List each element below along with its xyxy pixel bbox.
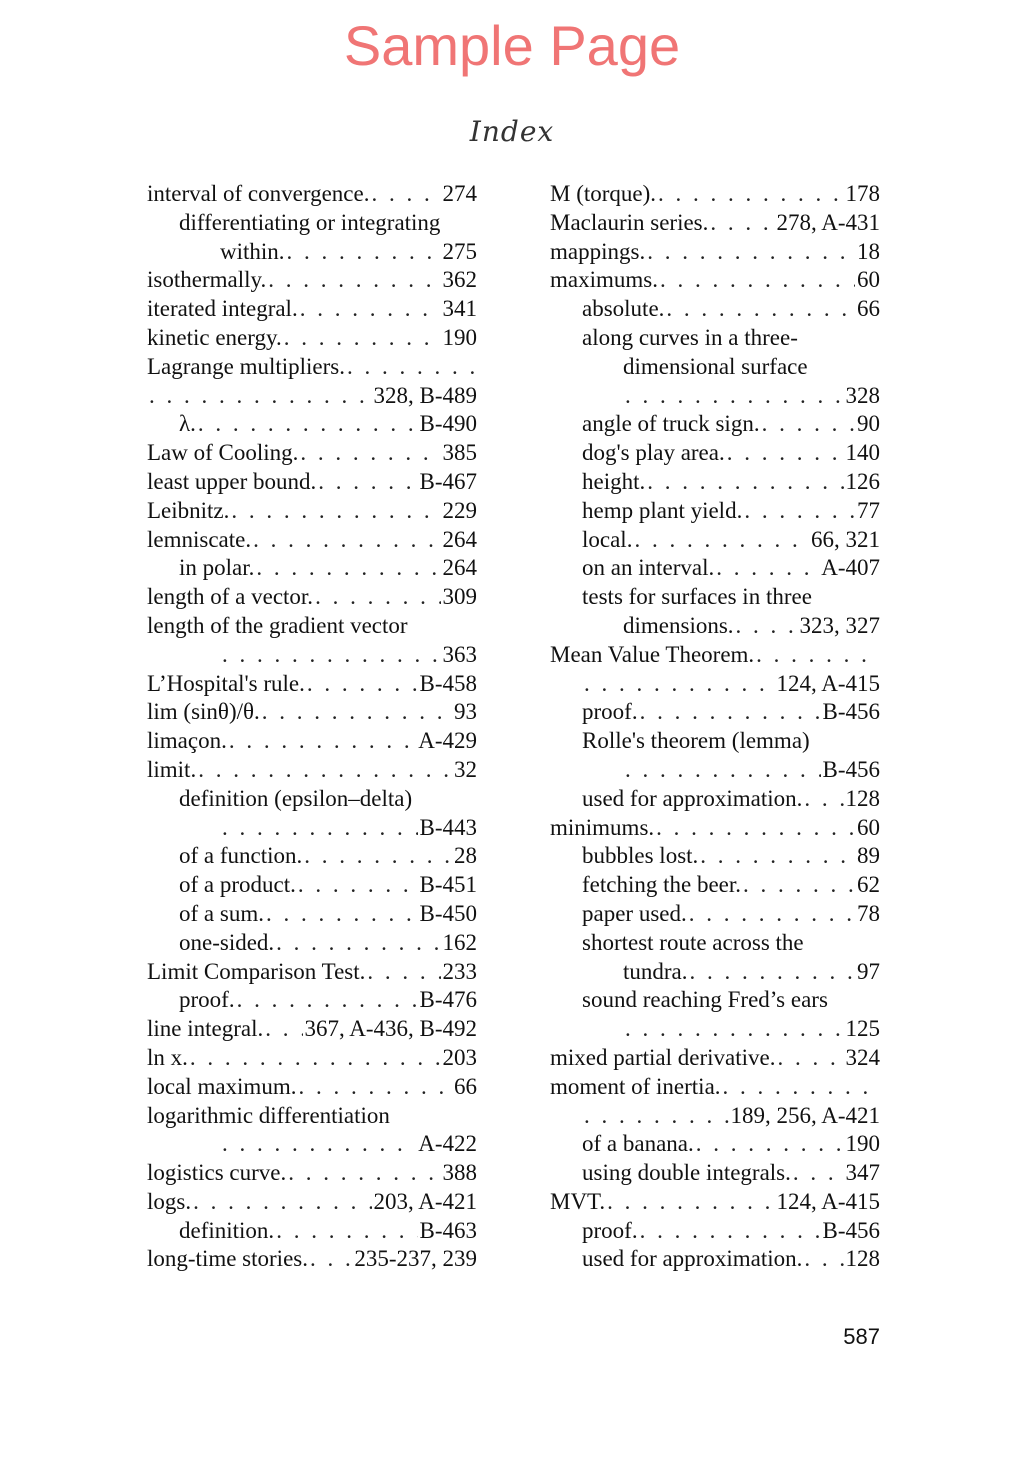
index-entry-term: definition. bbox=[179, 1217, 275, 1243]
index-entry-term: tests for surfaces in three bbox=[582, 584, 812, 610]
index-entry bbox=[550, 727, 880, 756]
dot-leader bbox=[313, 583, 440, 612]
index-entry-term: bubbles lost. bbox=[582, 843, 699, 869]
index-entry-term: proof. bbox=[179, 987, 235, 1013]
index-entry-pages: 93 bbox=[454, 699, 477, 725]
dot-leader bbox=[775, 1044, 843, 1073]
dot-leader bbox=[220, 641, 441, 670]
index-entry-pages: 90 bbox=[857, 411, 880, 437]
index-entry bbox=[550, 439, 880, 468]
dot-leader bbox=[254, 554, 440, 583]
index-entry-term: limaçon. bbox=[147, 728, 227, 754]
dot-leader bbox=[802, 1245, 843, 1274]
dot-leader bbox=[264, 900, 418, 929]
index-entry-term: maximums. bbox=[550, 267, 658, 293]
index-entry-pages: 140 bbox=[845, 440, 880, 466]
index-entry bbox=[550, 238, 880, 267]
index-entry-pages: 162 bbox=[442, 929, 477, 955]
index-entry-pages: 97 bbox=[857, 958, 880, 984]
index-entry-pages: 77 bbox=[857, 497, 880, 523]
dot-leader bbox=[285, 238, 441, 267]
dot-leader bbox=[316, 468, 417, 497]
index-entry bbox=[147, 238, 477, 267]
index-entry bbox=[147, 814, 477, 843]
dot-leader bbox=[654, 814, 855, 843]
index-entry-pages: B-450 bbox=[419, 900, 477, 926]
index-entry-pages: 385 bbox=[442, 440, 477, 466]
dot-leader bbox=[632, 526, 809, 555]
index-entry-term: iterated integral. bbox=[147, 296, 298, 322]
dot-leader bbox=[296, 1073, 452, 1102]
index-entry-term: moment of inertia. bbox=[550, 1073, 721, 1099]
index-entry bbox=[147, 842, 477, 871]
dot-leader bbox=[298, 439, 440, 468]
index-entry-pages: 62 bbox=[857, 872, 880, 898]
index-entry-term: angle of truck sign. bbox=[582, 411, 760, 437]
index-entry bbox=[550, 698, 880, 727]
index-entry bbox=[550, 1159, 880, 1188]
index-entry bbox=[550, 526, 880, 555]
index-entry bbox=[550, 468, 880, 497]
index-entry-pages: 124, A-415 bbox=[776, 1188, 880, 1214]
dot-leader bbox=[188, 1044, 441, 1073]
index-entry-term: Mean Value Theorem. bbox=[550, 641, 755, 667]
index-entry-pages: 233 bbox=[442, 958, 477, 984]
index-entry-term: dog's play area. bbox=[582, 440, 725, 466]
index-entry-pages: B-490 bbox=[419, 411, 477, 437]
index-entry-pages: 178 bbox=[845, 181, 880, 206]
index-entry-term: length of a vector. bbox=[147, 584, 314, 610]
index-entry-pages: B-443 bbox=[419, 814, 477, 840]
index-entry-pages: 126 bbox=[845, 468, 880, 494]
index-entry-term: used for approximation. bbox=[582, 1246, 803, 1272]
index-entry bbox=[550, 497, 880, 526]
sample-page-banner: Sample Page bbox=[343, 14, 681, 77]
index-entry-term: of a sum. bbox=[179, 900, 264, 926]
dot-leader bbox=[298, 295, 441, 324]
index-entry bbox=[550, 1130, 880, 1159]
index-entry-pages: 125 bbox=[845, 1016, 880, 1042]
index-entry-pages: 124, A-415 bbox=[776, 670, 880, 696]
dot-leader bbox=[658, 266, 855, 295]
index-entry bbox=[550, 958, 880, 987]
dot-leader bbox=[760, 410, 855, 439]
index-entry-term: of a function. bbox=[179, 843, 303, 869]
index-entry bbox=[147, 410, 477, 439]
index-entry bbox=[550, 209, 880, 238]
dot-leader bbox=[638, 698, 821, 727]
index-entry-pages: A-422 bbox=[418, 1131, 477, 1157]
index-entry-pages: 324 bbox=[845, 1044, 880, 1070]
index-entry bbox=[147, 180, 477, 209]
dot-leader bbox=[623, 382, 844, 411]
index-entry-term: within. bbox=[220, 238, 285, 264]
index-entry-pages: 341 bbox=[442, 296, 477, 322]
index-entry-pages: 323, 327 bbox=[799, 612, 880, 638]
index-entry bbox=[550, 583, 880, 612]
index-entry bbox=[147, 382, 477, 411]
index-entry-term: differentiating or integrating bbox=[179, 209, 441, 235]
index-entry-term: tundra. bbox=[623, 958, 688, 984]
index-entry-pages: 328 bbox=[845, 382, 880, 408]
dot-leader bbox=[721, 1073, 878, 1102]
dot-leader bbox=[251, 526, 440, 555]
index-entry bbox=[147, 1159, 477, 1188]
index-entry-term: sound reaching Fred’s ears bbox=[582, 987, 828, 1013]
dot-leader bbox=[741, 871, 855, 900]
index-entry-term: definition (epsilon–delta) bbox=[179, 785, 413, 811]
index-entry-pages: 60 bbox=[857, 267, 880, 293]
index-entry-pages: 362 bbox=[442, 267, 477, 293]
index-entry bbox=[550, 1245, 880, 1274]
index-entry-term: Law of Cooling. bbox=[147, 440, 299, 466]
index-entry-term: of a product. bbox=[179, 872, 296, 898]
dot-leader bbox=[229, 497, 440, 526]
index-entry bbox=[147, 958, 477, 987]
index-entry-pages: B-458 bbox=[419, 670, 477, 696]
index-entry-term: isothermally. bbox=[147, 267, 267, 293]
dot-leader bbox=[694, 1130, 844, 1159]
dot-leader bbox=[196, 756, 452, 785]
index-entry bbox=[550, 929, 880, 958]
index-entry-pages: 66 bbox=[857, 296, 880, 322]
dot-leader bbox=[645, 468, 843, 497]
dot-leader bbox=[605, 1188, 774, 1217]
index-entry-term: using double integrals. bbox=[582, 1160, 791, 1186]
index-entry-pages: 66, 321 bbox=[811, 526, 880, 552]
index-entry bbox=[147, 554, 477, 583]
index-entry bbox=[147, 727, 477, 756]
dot-leader bbox=[623, 756, 821, 785]
index-entry-pages: 32 bbox=[454, 756, 477, 782]
dot-leader bbox=[296, 871, 418, 900]
index-entry bbox=[147, 1015, 477, 1044]
index-entry bbox=[550, 900, 880, 929]
index-entry bbox=[147, 1217, 477, 1246]
dot-leader bbox=[365, 958, 440, 987]
index-entry-term: proof. bbox=[582, 699, 638, 725]
index-entry-term: Limit Comparison Test. bbox=[147, 958, 366, 984]
index-entry bbox=[550, 266, 880, 295]
index-entry-pages: 229 bbox=[442, 497, 477, 523]
index-entry-term: fetching the beer. bbox=[582, 872, 742, 898]
dot-leader bbox=[688, 958, 855, 987]
index-entry bbox=[550, 670, 880, 699]
index-entry bbox=[550, 382, 880, 411]
index-entry-term: shortest route across the bbox=[582, 929, 804, 955]
dot-leader bbox=[227, 727, 416, 756]
index-entry-term: Lagrange multipliers. bbox=[147, 353, 345, 379]
index-entry-pages: B-451 bbox=[419, 872, 477, 898]
index-entry-pages: A-407 bbox=[821, 555, 880, 581]
index-entry bbox=[550, 1044, 880, 1073]
index-entry bbox=[550, 410, 880, 439]
dot-leader bbox=[305, 670, 418, 699]
index-entry-pages: 18 bbox=[857, 238, 880, 264]
index-entry-term: L’Hospital's rule. bbox=[147, 670, 305, 696]
index-entry-term: lim (sinθ)/θ. bbox=[147, 699, 260, 725]
index-entry-term: Rolle's theorem (lemma) bbox=[582, 728, 810, 754]
index-entry bbox=[147, 1245, 477, 1274]
index-entry-pages: 78 bbox=[857, 900, 880, 926]
index-entry-term: logs. bbox=[147, 1188, 192, 1214]
dot-leader bbox=[286, 1159, 440, 1188]
index-entry-pages: 190 bbox=[442, 324, 477, 350]
index-entry-pages: B-456 bbox=[822, 756, 880, 782]
index-entry-pages: A-429 bbox=[418, 728, 477, 754]
index-entry-pages: B-476 bbox=[419, 987, 477, 1013]
index-entry bbox=[147, 698, 477, 727]
index-entry-term: line integral. bbox=[147, 1016, 264, 1042]
index-entry-pages: 275 bbox=[442, 238, 477, 264]
index-entry-term: on an interval. bbox=[582, 555, 715, 581]
index-entry-term: minimums. bbox=[550, 814, 655, 840]
dot-leader bbox=[220, 1130, 416, 1159]
index-entry bbox=[550, 1217, 880, 1246]
index-entry-term: in polar. bbox=[179, 555, 255, 581]
index-entry bbox=[550, 785, 880, 814]
index-entry-pages: 190 bbox=[845, 1131, 880, 1157]
index-entry bbox=[550, 986, 880, 1015]
index-entry-pages: 274 bbox=[442, 181, 477, 206]
index-heading: Index bbox=[469, 115, 555, 148]
index-entry bbox=[550, 842, 880, 871]
index-entry-term: length of the gradient vector bbox=[147, 612, 408, 638]
dot-leader bbox=[754, 641, 878, 670]
index-entry bbox=[550, 180, 880, 209]
dot-leader bbox=[266, 266, 440, 295]
index-entry bbox=[147, 209, 477, 238]
index-entry-term: used for approximation. bbox=[582, 785, 803, 811]
index-entry-term: height. bbox=[582, 468, 646, 494]
index-entry-term: dimensional surface bbox=[623, 353, 808, 379]
index-entry bbox=[147, 497, 477, 526]
index-entry-pages: 89 bbox=[857, 843, 880, 869]
index-entry-term: lemniscate. bbox=[147, 526, 252, 552]
dot-leader bbox=[196, 410, 418, 439]
dot-leader bbox=[623, 1015, 844, 1044]
index-entry-term: least upper bound. bbox=[147, 468, 317, 494]
dot-leader bbox=[260, 698, 452, 727]
index-entry bbox=[147, 1188, 477, 1217]
index-entry-pages: 363 bbox=[442, 641, 477, 667]
index-entry bbox=[550, 612, 880, 641]
index-entry bbox=[550, 1102, 880, 1131]
index-entry-term: logistics curve. bbox=[147, 1160, 287, 1186]
index-entry-pages: 235-237, 239 bbox=[354, 1246, 477, 1272]
index-entry-pages: 28 bbox=[454, 843, 477, 869]
index-entry bbox=[147, 266, 477, 295]
dot-leader bbox=[345, 353, 475, 382]
index-entry bbox=[147, 439, 477, 468]
dot-leader bbox=[791, 1159, 844, 1188]
index-entry bbox=[147, 1073, 477, 1102]
index-column-right bbox=[550, 180, 880, 1274]
index-entry-term: of a banana. bbox=[582, 1131, 694, 1157]
index-entry-term: absolute. bbox=[582, 296, 665, 322]
index-entry-term: interval of convergence. bbox=[147, 181, 370, 206]
index-entry-pages: 128 bbox=[845, 785, 880, 811]
index-entry-term: one-sided. bbox=[179, 929, 275, 955]
index-entry-pages: 309 bbox=[442, 584, 477, 610]
index-entry-pages: 203, A-421 bbox=[373, 1188, 477, 1214]
page-number: 587 bbox=[843, 1324, 880, 1349]
dot-leader bbox=[369, 180, 440, 209]
index-entry-pages: 328, B-489 bbox=[373, 382, 477, 408]
index-entry-pages: B-456 bbox=[822, 1217, 880, 1243]
dot-leader bbox=[220, 814, 418, 843]
index-entry-pages: 264 bbox=[442, 555, 477, 581]
index-entry-pages: 60 bbox=[857, 814, 880, 840]
index-entry bbox=[550, 1188, 880, 1217]
dot-leader bbox=[656, 180, 843, 209]
dot-leader bbox=[274, 929, 440, 958]
index-entry bbox=[147, 468, 477, 497]
index-entry bbox=[147, 756, 477, 785]
dot-leader bbox=[147, 382, 372, 411]
index-entry-term: λ. bbox=[179, 411, 196, 437]
index-entry-term: logarithmic differentiation bbox=[147, 1102, 390, 1128]
dot-leader bbox=[725, 439, 844, 468]
dot-leader bbox=[734, 612, 798, 641]
index-entry bbox=[147, 583, 477, 612]
index-entry bbox=[147, 1102, 477, 1131]
index-column-left bbox=[147, 180, 477, 1274]
index-entry-term: limit. bbox=[147, 756, 197, 782]
index-entry bbox=[550, 756, 880, 785]
index-entry bbox=[147, 641, 477, 670]
index-entry-pages: 388 bbox=[442, 1160, 477, 1186]
index-entry bbox=[147, 929, 477, 958]
dot-leader bbox=[708, 209, 774, 238]
index-entry-term: ln x. bbox=[147, 1044, 188, 1070]
index-entry-term: along curves in a three- bbox=[582, 324, 798, 350]
index-entry bbox=[550, 1015, 880, 1044]
index-entry-pages: 278, A-431 bbox=[776, 209, 880, 235]
index-entry bbox=[550, 814, 880, 843]
index-entry bbox=[550, 353, 880, 382]
index-entry bbox=[147, 900, 477, 929]
index-entry bbox=[147, 526, 477, 555]
index-entry bbox=[550, 554, 880, 583]
dot-leader bbox=[274, 1217, 417, 1246]
index-entry bbox=[550, 324, 880, 353]
dot-leader bbox=[308, 1245, 352, 1274]
dot-leader bbox=[698, 842, 855, 871]
index-entry bbox=[147, 612, 477, 641]
index-entry-term: proof. bbox=[582, 1217, 638, 1243]
dot-leader bbox=[714, 554, 819, 583]
index-entry-term: Maclaurin series. bbox=[550, 209, 709, 235]
index-entry bbox=[147, 295, 477, 324]
dot-leader bbox=[742, 497, 855, 526]
dot-leader bbox=[582, 670, 775, 699]
dot-leader bbox=[638, 1217, 821, 1246]
dot-leader bbox=[191, 1188, 371, 1217]
dot-leader bbox=[802, 785, 843, 814]
index-entry-pages: B-463 bbox=[419, 1217, 477, 1243]
index-entry bbox=[550, 295, 880, 324]
dot-leader bbox=[664, 295, 855, 324]
index-entry-term: mixed partial derivative. bbox=[550, 1044, 776, 1070]
dot-leader bbox=[282, 324, 441, 353]
index-entry bbox=[147, 670, 477, 699]
dot-leader bbox=[687, 900, 855, 929]
index-entry-pages: 367, A-436, B-492 bbox=[304, 1016, 477, 1042]
index-entry-pages: 128 bbox=[845, 1246, 880, 1272]
index-entry bbox=[550, 641, 880, 670]
index-entry-term: local. bbox=[582, 526, 633, 552]
dot-leader bbox=[235, 986, 418, 1015]
index-entry bbox=[147, 1044, 477, 1073]
index-entry bbox=[147, 986, 477, 1015]
dot-leader bbox=[645, 238, 855, 267]
dot-leader bbox=[582, 1102, 729, 1131]
index-entry-term: hemp plant yield. bbox=[582, 497, 743, 523]
index-entry bbox=[147, 353, 477, 382]
index-entry-pages: 189, 256, A-421 bbox=[730, 1102, 880, 1128]
index-entry-term: mappings. bbox=[550, 238, 646, 264]
index-entry-term: MVT. bbox=[550, 1188, 606, 1214]
index-entry-term: Leibnitz. bbox=[147, 497, 230, 523]
index-entry-term: paper used. bbox=[582, 900, 687, 926]
index-entry bbox=[550, 1073, 880, 1102]
index-entry-term: kinetic energy. bbox=[147, 324, 282, 350]
index-entry bbox=[147, 1130, 477, 1159]
index-entry-pages: 66 bbox=[454, 1073, 477, 1099]
index-entry-pages: 203 bbox=[442, 1044, 477, 1070]
index-entry-term: long-time stories. bbox=[147, 1246, 308, 1272]
dot-leader bbox=[302, 842, 452, 871]
index-entry bbox=[147, 324, 477, 353]
index-entry-term: local maximum. bbox=[147, 1073, 297, 1099]
index-entry-pages: B-467 bbox=[419, 468, 477, 494]
index-entry bbox=[147, 871, 477, 900]
index-entry-pages: B-456 bbox=[822, 699, 880, 725]
index-entry-term: M (torque). bbox=[550, 181, 657, 206]
index-entry-pages: 264 bbox=[442, 526, 477, 552]
dot-leader bbox=[263, 1015, 302, 1044]
index-entry bbox=[147, 785, 477, 814]
index-entry bbox=[550, 871, 880, 900]
index-entry-pages: 347 bbox=[845, 1160, 880, 1186]
index-entry-term: dimensions. bbox=[623, 612, 734, 638]
